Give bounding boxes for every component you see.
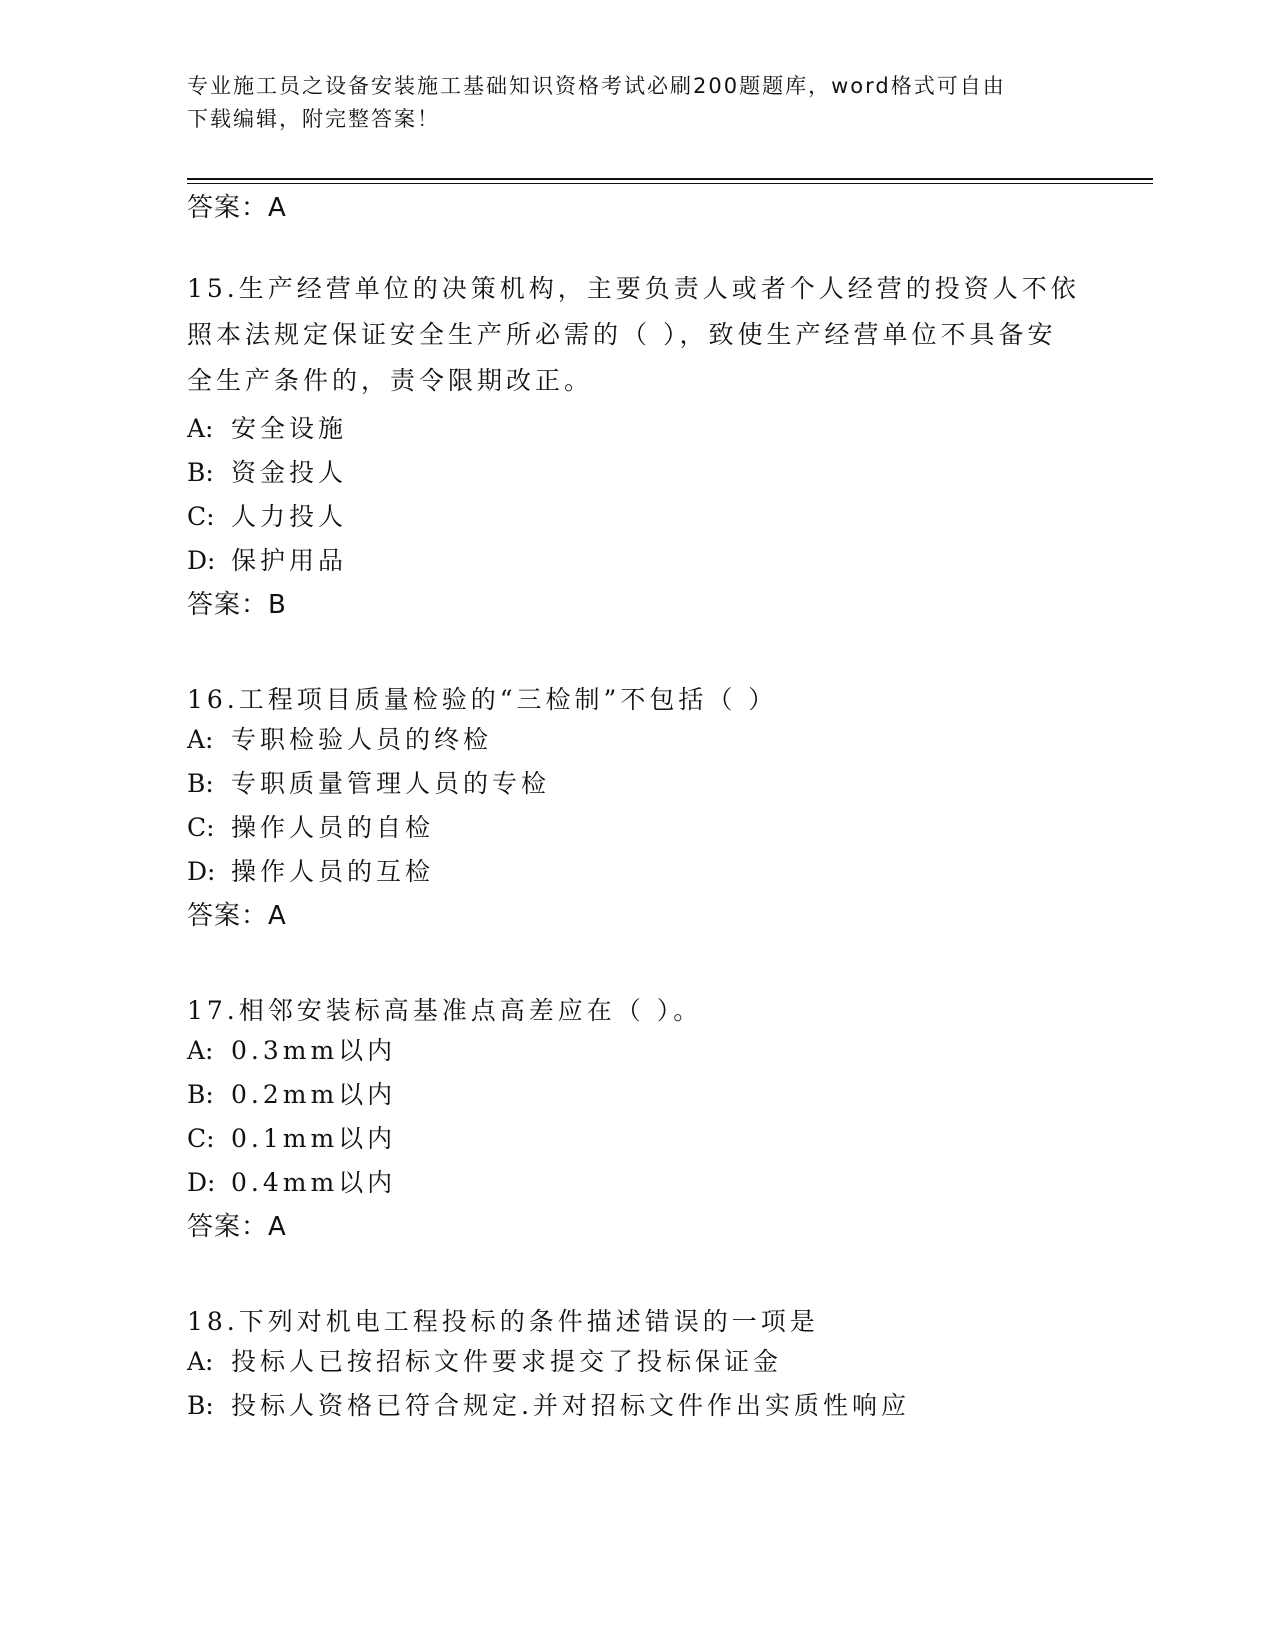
document-header — [187, 70, 1087, 136]
option-label: D: — [187, 1168, 216, 1197]
option-label: B: — [187, 1080, 214, 1109]
option-b — [187, 1389, 910, 1423]
option-label: A: — [187, 414, 214, 443]
question-line: 17.相邻安装标高基准点高差应在（ ）。 — [187, 996, 703, 1025]
option-text: 专职质量管理人员的专检 — [231, 769, 551, 798]
option-text: 投标人已按招标文件要求提交了投标保证金 — [231, 1347, 783, 1376]
option-label: C: — [187, 1124, 215, 1153]
option-label: D: — [187, 857, 216, 886]
option-label: C: — [187, 813, 215, 842]
option-text: 0.3mm以内 — [231, 1036, 397, 1065]
option-text: 0.2mm以内 — [231, 1080, 397, 1109]
question-line: 15.生产经营单位的决策机构，主要负责人或者个人经营的投资人不依 — [187, 274, 1080, 303]
option-d — [187, 855, 434, 889]
header-line-2: 下载编辑，附完整答案！ — [187, 107, 440, 131]
option-b — [187, 1078, 396, 1112]
option-d — [187, 544, 347, 578]
option-text: 安全设施 — [231, 414, 348, 443]
option-a — [187, 723, 492, 757]
question-line: 全生产条件的，责令限期改正。 — [187, 366, 594, 395]
question-15 — [187, 266, 1087, 404]
option-c — [187, 500, 347, 534]
option-a — [187, 1034, 396, 1068]
question-line: 照本法规定保证安全生产所必需的（ ），致使生产经营单位不具备安 — [187, 320, 1057, 349]
option-text: 操作人员的互检 — [231, 857, 435, 886]
question-18 — [187, 1299, 1087, 1345]
option-label: A: — [187, 1347, 214, 1376]
header-rule-thin — [187, 183, 1153, 184]
option-label: A: — [187, 725, 214, 754]
option-text: 专职检验人员的终检 — [231, 725, 493, 754]
option-c — [187, 1122, 396, 1156]
option-label: A: — [187, 1036, 214, 1065]
previous-answer: 答案：A — [187, 193, 287, 223]
option-b — [187, 456, 347, 490]
question-17 — [187, 988, 1087, 1034]
option-label: C: — [187, 502, 215, 531]
option-label: D: — [187, 546, 216, 575]
question-16 — [187, 677, 1087, 723]
answer-15: 答案：B — [187, 590, 287, 620]
option-a — [187, 1345, 782, 1379]
option-text: 保护用品 — [231, 546, 348, 575]
question-line: 18.下列对机电工程投标的条件描述错误的一项是 — [187, 1307, 819, 1336]
option-text: 0.1mm以内 — [231, 1124, 397, 1153]
option-label: B: — [187, 458, 214, 487]
header-rule-thick — [187, 178, 1153, 180]
option-a — [187, 412, 347, 446]
option-label: B: — [187, 1391, 214, 1420]
option-text: 0.4mm以内 — [231, 1168, 397, 1197]
answer-17: 答案：A — [187, 1212, 287, 1242]
option-d — [187, 1166, 396, 1200]
option-text: 投标人资格已符合规定.并对招标文件作出实质性响应 — [231, 1391, 910, 1420]
question-line: 16.工程项目质量检验的“三检制”不包括（ ） — [187, 685, 778, 714]
option-text: 人力投人 — [231, 502, 348, 531]
answer-16: 答案：A — [187, 901, 287, 931]
header-line-1: 专业施工员之设备安装施工基础知识资格考试必刷200题题库，word格式可自由 — [187, 74, 1006, 98]
option-text: 资金投人 — [231, 458, 348, 487]
option-c — [187, 811, 434, 845]
option-label: B: — [187, 769, 214, 798]
option-b — [187, 767, 550, 801]
option-text: 操作人员的自检 — [231, 813, 435, 842]
